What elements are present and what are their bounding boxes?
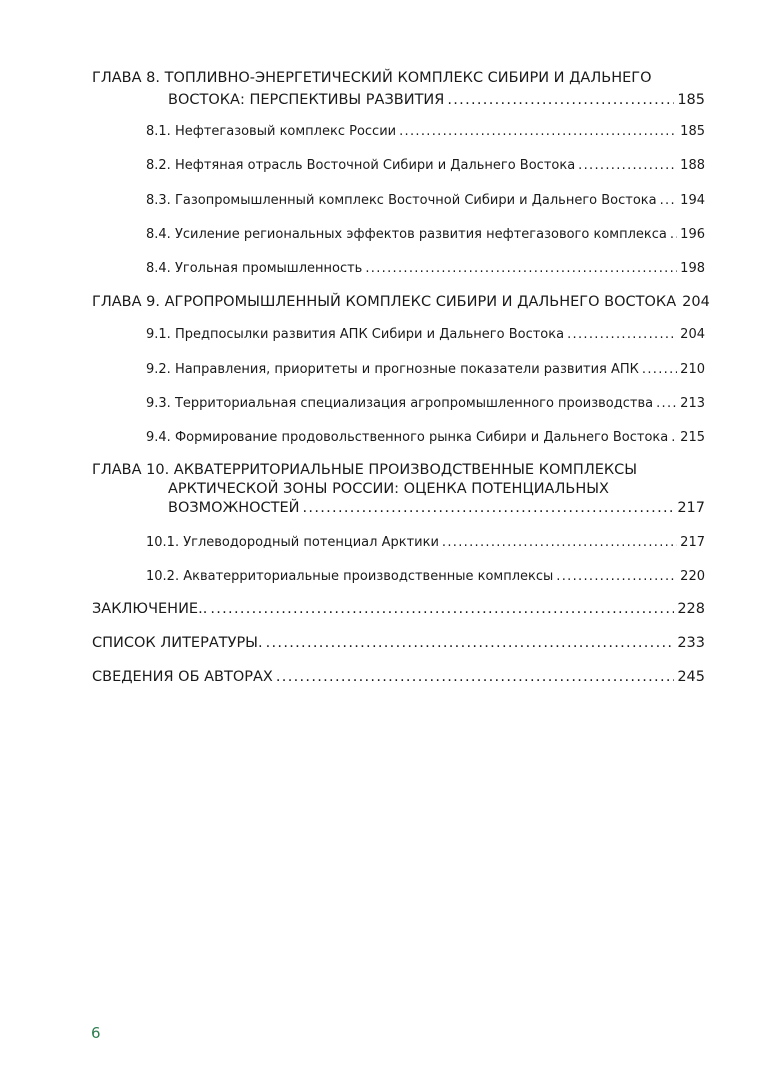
chapter-9-entry[interactable] (92, 294, 710, 310)
chapter-10-title-line3: ВОЗМОЖНОСТЕЙ (168, 500, 300, 516)
chapter-10-title-line2[interactable]: АРКТИЧЕСКОЙ ЗОНЫ РОССИИ: ОЦЕНКА ПОТЕНЦИАЛЬНЫХ (168, 481, 609, 497)
chapter-8-title-line2: ВОСТОКА: ПЕРСПЕКТИВЫ РАЗВИТИЯ (168, 92, 445, 108)
toc-section-8-4a[interactable] (146, 227, 705, 242)
section-title: 8.3. Газопромышленный комплекс Восточной Сибири и Дальнего Востока (146, 193, 657, 208)
leader-dots (642, 362, 677, 377)
chapter-10-title-line1[interactable]: ГЛАВА 10. АКВАТЕРРИТОРИАЛЬНЫЕ ПРОИЗВОДСТВЕННЫЕ КОМПЛЕКСЫ (92, 462, 638, 478)
toc-section-9-4[interactable] (146, 430, 705, 445)
section-title: 9.2. Направления, приоритеты и прогнозные показатели развития АПК (146, 362, 639, 377)
section-page: 185 (680, 124, 705, 139)
toc-references[interactable] (92, 635, 705, 651)
section-title: 8.1. Нефтегазовый комплекс России (146, 124, 397, 139)
section-title: 9.1. Предпосылки развития АПК Сибири и Дальнего Востока (146, 327, 565, 342)
section-page: 220 (680, 569, 705, 584)
leader-dots (210, 601, 674, 617)
leader-dots (447, 92, 674, 108)
toc-section-8-1[interactable] (146, 124, 705, 139)
chapter-10-page: 217 (677, 500, 705, 516)
leader-dots (670, 227, 677, 242)
toc-section-10-1[interactable] (146, 535, 705, 550)
chapter-8-entry[interactable] (168, 92, 705, 108)
toc-section-9-2[interactable] (146, 362, 705, 377)
section-page: 194 (680, 193, 705, 208)
leader-dots (660, 193, 678, 208)
references-page: 233 (677, 635, 705, 651)
section-title: 8.2. Нефтяная отрасль Восточной Сибири и Дальнего Востока (146, 158, 576, 173)
section-page: 215 (680, 430, 705, 445)
leader-dots (266, 635, 675, 651)
authors-title: СВЕДЕНИЯ ОБ АВТОРАХ (92, 669, 273, 685)
leader-dots (276, 669, 674, 685)
toc-section-9-1[interactable] (146, 327, 705, 342)
section-title: 8.4. Усиление региональных эффектов развития нефтегазового комплекса (146, 227, 667, 242)
authors-page: 245 (677, 669, 705, 685)
leader-dots (556, 569, 677, 584)
section-page: 196 (680, 227, 705, 242)
leader-dots (671, 430, 677, 445)
toc-section-8-4b[interactable] (146, 261, 705, 276)
section-title: 8.4. Угольная промышленность (146, 261, 363, 276)
section-page: 213 (680, 396, 705, 411)
leader-dots (442, 535, 677, 550)
section-page: 188 (680, 158, 705, 173)
section-title: 10.2. Акватерриториальные производственные комплексы (146, 569, 554, 584)
section-title: 9.3. Территориальная специализация агропромышленного производства (146, 396, 654, 411)
section-page: 217 (680, 535, 705, 550)
toc-section-9-3[interactable] (146, 396, 705, 411)
toc-conclusion[interactable] (92, 601, 705, 617)
chapter-9-title: ГЛАВА 9. АГРОПРОМЫШЛЕННЫЙ КОМПЛЕКС СИБИРИ И ДАЛЬНЕГО ВОСТОКА (92, 294, 677, 310)
toc-authors[interactable] (92, 669, 705, 685)
section-title: 9.4. Формирование продовольственного рынка Сибири и Дальнего Востока (146, 430, 669, 445)
leader-dots (656, 396, 677, 411)
leader-dots (399, 124, 677, 139)
section-page: 210 (680, 362, 705, 377)
references-title: СПИСОК ЛИТЕРАТУРЫ. (92, 635, 263, 651)
chapter-8-title-line1[interactable]: ГЛАВА 8. ТОПЛИВНО-ЭНЕРГЕТИЧЕСКИЙ КОМПЛЕКС СИБИРИ И ДАЛЬНЕГО (92, 70, 652, 86)
leader-dots (303, 500, 675, 516)
conclusion-title: ЗАКЛЮЧЕНИЕ.. (92, 601, 208, 617)
toc-section-8-3[interactable] (146, 193, 705, 208)
toc-section-8-2[interactable] (146, 158, 705, 173)
section-page: 204 (680, 327, 705, 342)
chapter-8-page: 185 (677, 92, 705, 108)
leader-dots (567, 327, 677, 342)
page-number: 6 (91, 1024, 101, 1042)
toc-section-10-2[interactable] (146, 569, 705, 584)
chapter-10-entry[interactable] (168, 500, 705, 516)
leader-dots (365, 261, 677, 276)
conclusion-page: 228 (677, 601, 705, 617)
section-title: 10.1. Углеводородный потенциал Арктики (146, 535, 439, 550)
section-page: 198 (680, 261, 705, 276)
chapter-9-page: 204 (682, 294, 710, 310)
leader-dots (578, 158, 677, 173)
